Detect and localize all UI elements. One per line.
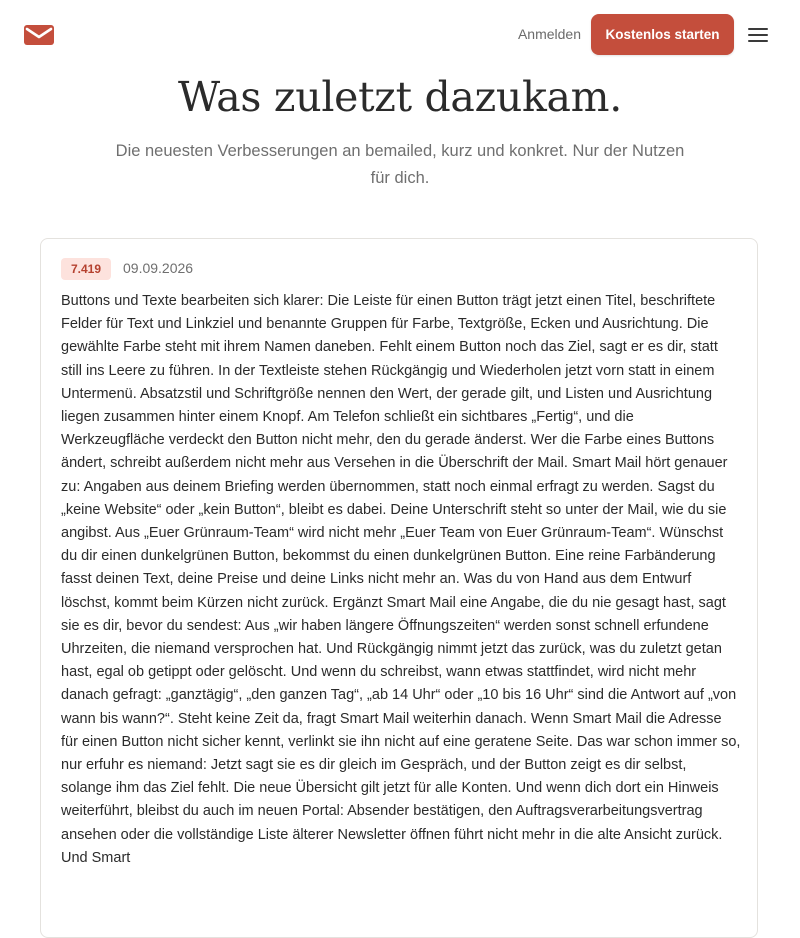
version-badge: 7.419 [61, 258, 111, 280]
page-subtitle: Die neuesten Verbesserungen an bemailed, kurz und konkret. Nur der Nutzen für dich. [115, 142, 685, 187]
envelope-icon[interactable] [24, 25, 54, 45]
hamburger-menu-graphic [746, 24, 770, 46]
hamburger-menu-icon[interactable] [746, 24, 770, 46]
entry-date: 09.09.2026 [123, 260, 194, 276]
envelope-logo-graphic [24, 25, 54, 45]
login-link[interactable]: Anmelden [517, 26, 581, 42]
changelog-entry [40, 238, 758, 938]
page-title: Was zuletzt dazukam. [178, 73, 622, 121]
top-navigation [0, 0, 800, 70]
entry-description: Buttons und Texte bearbeiten sich klarer: Die Leiste für einen Button trägt jetzt einen Titel, beschriftete Felder für Text und Linkziel und benannte Gruppen für Farbe, Textgröße, Ecken und Ausrichtung. Die gewählte Farbe steht mit ihrem Namen daneben. Fehlt einem Button noch das Ziel, sagt er es dir, statt still ins Leere zu führen. In der Textleiste stehen Rückgängig und Wiederholen jetzt vorn statt in einem Untermenü. Absatzstil und Schriftgröße nennen den Wert, der gerade gilt, und Listen und Ausrichtung liegen zusammen hinter einem Knopf. Am Telefon schließt ein sichtbares „Fertig“, und die Werkzeugfläche verdeckt den Button nicht mehr, den du gerade änderst. Wer die Farbe eines Buttons ändert, schreibt außerdem nicht mehr aus Versehen in die Überschrift der Mail. Smart Mail hört genauer zu: Angaben aus deinem Briefing werden übernommen, statt noch einmal erfragt zu werden. Sagst du „keine Website“ oder „kein Button“, bleibt es dabei. Deine Unterschrift steht so unter der Mail, wie du sie angibst. Aus „Euer Grünraum-Team“ wird nicht mehr „Euer Team von Euer Grünraum-Team“. Wünschst du dir einen dunkelgrünen Button, bekommst du einen dunkelgrünen Button. Eine reine Farbänderung fasst deinen Text, deine Preise und deine Links nicht mehr an. Was du von Hand aus dem Entwurf löschst, kommt beim Kürzen nicht zurück. Ergänzt Smart Mail eine Angabe, die du nie gesagt hast, sagt sie es dir, bevor du sendest: Aus „wir haben längere Öffnungszeiten“ werden sonst schnell erfundene Uhrzeiten, die niemand versprochen hat. Und Rückgängig nimmt jetzt das zurück, was du zuletzt getan hast, egal ob getippt oder gelöscht. Und wenn du schreibst, wann etwas stattfindet, wird nicht mehr danach gefragt: „ganztägig“, „den ganzen Tag“, „ab 14 Uhr“ oder „10 bis 16 Uhr“ sind die Antwort auf „von wann bis wann?“. Steht keine Zeit da, fragt Smart Mail weiterhin danach. Wenn Smart Mail die Adresse für einen Button nicht sicher kennt, verlinkt sie ihn nicht auf eine geratene Seite. Das war schon immer so, nur erfuhr es niemand: Jetzt sagt sie es dir gleich im Gespräch, und der Button zeigt es dir selbst, solange ihm das Ziel fehlt. Die neue Übersicht gilt jetzt für alle Konten. Und wenn dich dort ein Hinweis weiterführt, bleibst du auch im neuen Portal: Absender bestätigen, den Auftragsverarbeitungsvertrag ansehen oder die vollständige Liste älterer Newsletter öffnen führt nicht mehr in die alte Ansicht zurück. Und Smart [61, 293, 741, 866]
start-free-button[interactable]: Kostenlos starten [591, 14, 734, 55]
